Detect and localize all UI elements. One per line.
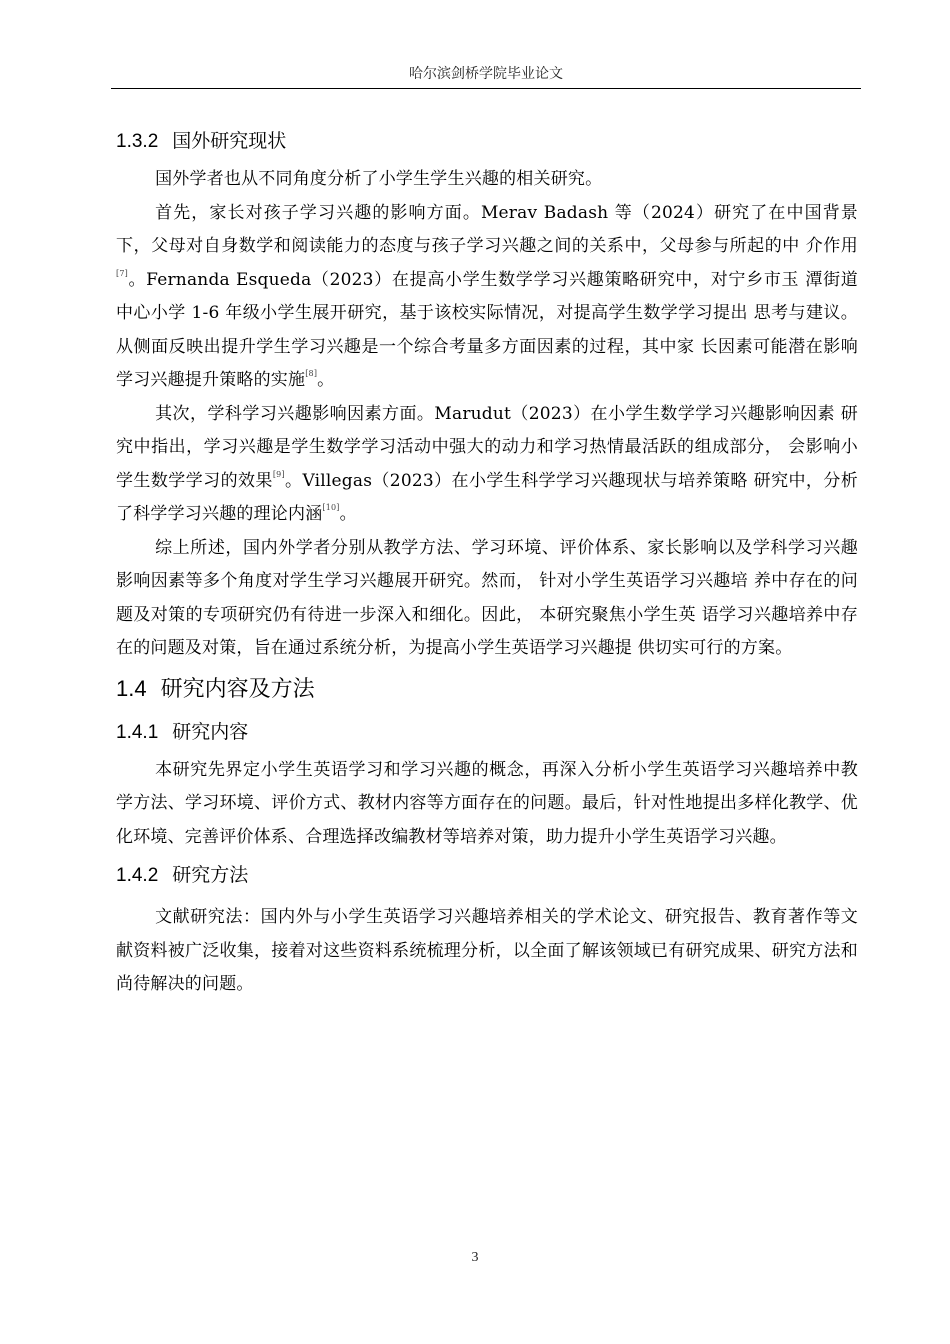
paragraph-research-method: 文献研究法：国内外与小学生英语学习兴趣培养相关的学术论文、研究报告、教育著作等文献资料被广泛收集，接着对这些资料系统梳理分析，以全面了解该领域已有研究成果、研究方法和尚待解决的问题。 bbox=[116, 907, 858, 994]
page-number: 3 bbox=[471, 1250, 479, 1265]
paragraph-text: 。 bbox=[339, 504, 357, 524]
section-number: 1.3.2 bbox=[116, 131, 159, 152]
section-heading-1-4 bbox=[116, 672, 858, 707]
paragraph-text: 。 bbox=[317, 370, 335, 390]
section-heading-1-4-1 bbox=[116, 717, 858, 748]
section-title: 国外研究现状 bbox=[172, 130, 287, 152]
paragraph-parents bbox=[116, 197, 858, 398]
paragraph-text: 其次，学科学习兴趣影响因素方面。Marudut（2023）在小学生数学学习兴趣影响因素 研究中指出，学习兴趣是学生数学学习活动中强大的动力和学习热情最活跃的组成部分， 会影响小学生数学学习的效果 bbox=[116, 403, 858, 491]
section-title: 研究方法 bbox=[172, 864, 249, 886]
section-title: 研究内容 bbox=[172, 720, 249, 743]
section-number: 1.4 bbox=[116, 675, 147, 701]
running-header: 哈尔滨剑桥学院毕业论文 bbox=[409, 66, 563, 82]
section-heading-1-4-2 bbox=[116, 860, 858, 891]
paragraph-intro: 国外学者也从不同角度分析了小学生学生兴趣的相关研究。 bbox=[155, 169, 603, 189]
paragraph-text: 。Fernanda Esqueda（2023）在提高小学生数学学习兴趣策略研究中，对宁乡市玉 潭街道中心小学 1-6 年级小学生展开研究，基于该校实际情况，对提高学生数学学习提出 思考与建议。从侧面反映出提升学生学习兴趣是一个综合考量多方面因素的过程，其中家 长因素可能潜在影响学习兴趣提升策略的实施 bbox=[116, 269, 858, 390]
citation: [9] bbox=[272, 469, 285, 479]
header-rule bbox=[111, 88, 861, 89]
paragraph-research-content: 本研究先界定小学生英语学习和学习兴趣的概念，再深入分析小学生英语学习兴趣培养中教学方法、学习环境、评价方式、教材内容等方面存在的问题。最后，针对性地提出多样化教学、优化环境、完善评价体系、合理选择改编教材等培养对策，助力提升小学生英语学习兴趣。 bbox=[116, 759, 858, 847]
paragraph-subject-factors bbox=[116, 398, 858, 532]
page-body bbox=[116, 126, 858, 1002]
citation: [10] bbox=[322, 503, 340, 512]
paragraph-text: 。Villegas（2023）在小学生科学学习兴趣现状与培养策略 研究中，分析了科学学习兴趣的理论内涵 bbox=[116, 470, 858, 524]
citation: [8] bbox=[305, 369, 318, 378]
paragraph-text: 首先，家长对孩子学习兴趣的影响方面。Merav Badash 等（2024）研究了在中国背景 下，父母对自身数学和阅读能力的态度与孩子学习兴趣之间的关系中，父母参与所起的中 介作用 bbox=[116, 202, 858, 256]
section-number: 1.4.1 bbox=[116, 721, 159, 743]
paragraph-summary: 综上所述，国内外学者分别从教学方法、学习环境、评价体系、家长影响以及学科学习兴趣影响因素等多个角度对学生学习兴趣展开研究。然而， 针对小学生英语学习兴趣培 养中存在的问题及对策的专项研究仍有待进一步深入和细化。因此， 本研究聚焦小学生英 语学习兴趣培养中存在的问题及对策，旨在通过系统分析，为提高小学生英语学习兴趣提 供切实可行的方案。 bbox=[116, 537, 858, 658]
section-title: 研究内容及方法 bbox=[160, 676, 315, 702]
section-heading-1-3-2 bbox=[116, 126, 858, 157]
citation: [7] bbox=[116, 268, 128, 278]
section-number: 1.4.2 bbox=[116, 865, 159, 886]
